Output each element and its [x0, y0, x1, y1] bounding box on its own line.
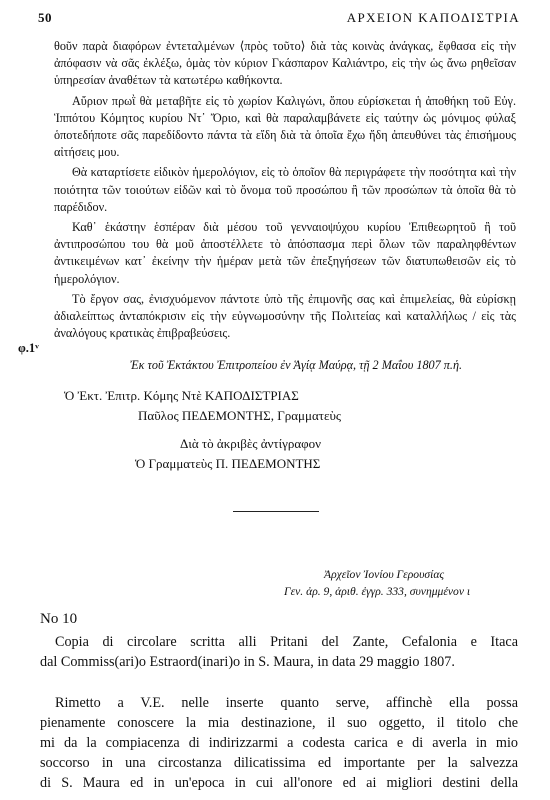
greek-paragraph-4: Καθ᾽ ἑκάστην ἑσπέραν διὰ μέσου τοῦ γενναιοψύχου κυρίου Ἐπιθεωρητοῦ ἢ τοῦ ἀντιπροσώπου του θὰ μοῦ ἀποστέλλετε τὸ ἀπόσπασμα περὶ ὅλων τῶν παραληφθέντων ἀντικειμένων κατ᾽ ἐκείνην τὴν ἡμέραν μετὰ τῶν ἐπεξηγήσεων τῶν διατυπωθεισῶν εἰς τὸ ἡμερολόγιον. [54, 220, 516, 286]
folio-margin-note: φ.1ᵛ [18, 341, 39, 355]
body-line-5: di S. Maura ed in un'epoca in cui all'onore ed ai migliori destini della [40, 775, 518, 791]
italian-letter-body [40, 693, 518, 793]
greek-letter-body [54, 38, 516, 345]
signature-line-3: Διὰ τὸ ἀκριβὲς ἀντίγραφον [180, 436, 322, 451]
signature-line-2: Παῦλος ΠΕΔΕΜΟΝΤΗΣ, Γραμματεὺς [138, 408, 342, 423]
document-number: No 10 [40, 611, 78, 627]
body-line-2: pienamente conoscere la mia destinazione, il suo oggetto, il titolo che [40, 715, 518, 731]
archive-reference-line-2: Γεν. ἀρ. 9, ἀριθ. ἐγγρ. 333, συνημμένον ι [284, 585, 471, 598]
dateline: Ἐκ τοῦ Ἐκτάκτου Ἐπιτροπείου ἐν Ἁγίᾳ Μαύρᾳ, τῇ 2 Μαΐου 1807 π.ἡ. [130, 358, 463, 372]
archive-reference-line-1: Ἀρχεῖον Ἰονίου Γερουσίας [324, 568, 445, 581]
greek-paragraph-2: Αὔριον πρωῒ θὰ μεταβῆτε εἰς τὸ χωρίον Καλιγώνι, ὅπου εὑρίσκεται ἡ ἀποθήκη τοῦ Εὐγ. Ἱππότου Κόμητος κυρίου Ντ᾽ Ὄριο, καὶ θὰ παραλαμβάνετε εἰς ταύτην ὡς μόνιμος φύλαξ ὁποτεδήποτε σᾶς παρεδίδοντο πάντα τὰ εἴδη διὰ τὰ ὁποῖα ἔχω ἤδη ἀπευθύνει τὰς ἐπισήμους αἰτήσεις μου. [54, 93, 516, 160]
body-line-1: Rimetto a V.E. nelle inserte quanto serve, affinchè ella possa [55, 695, 518, 711]
section-divider [233, 511, 319, 512]
greek-paragraph-3: Θὰ καταρτίσετε εἰδικὸν ἡμερολόγιον, εἰς τὸ ὁποῖον θὰ περιγράφετε τὴν ποσότητα καὶ τὴν ποιότητα τῶν τοιούτων εἰδῶν καὶ τὸ ὄνομα τοῦ προσώπου ἢ τῶν προσώπων τὰ ὁποῖα θὰ τὸ παρέδιδον. [54, 165, 516, 214]
document-title-line-2: dal Commiss(ari)o Estraord(inari)o in S. Maura, in data 29 maggio 1807. [40, 654, 455, 670]
greek-paragraph-5: Τὸ ἔργον σας, ἐνισχυόμενον πάντοτε ὑπὸ τῆς ἐπιμονῆς σας καὶ ἐπιμελείας, θὰ εὑρίσκῃ ἀδιαλείπτως ἀνταπόκρισιν εἰς τὴν εὐγνωμοσύνην τῆς Πολιτείας καὶ καταλλήλως / εἰς τὰς ἀναλόγους κρατικὰς ἐπιβραβεύσεις. [54, 291, 516, 341]
running-title: ΑΡΧΕΙΟΝ ΚΑΠΟΔΙΣΤΡΙΑ [346, 10, 520, 25]
page-number: 50 [38, 10, 52, 25]
document-title [40, 632, 518, 672]
body-line-3: mi da la compiacenza di indirizzarmi a codesta carica e di averla in mio [40, 735, 518, 751]
page-header [38, 10, 520, 30]
document-title-line-1: Copia di circolare scritta alli Pritani del Zante, Cefalonia e Itaca [55, 634, 518, 650]
signature-line-1: Ὁ Ἐκτ. Ἐπιτρ. Κόμης Ντὲ ΚΑΠΟΔΙΣΤΡΙΑΣ [64, 388, 299, 403]
body-line-4: soccorso in una circostanza dilicatissima ed importante per la salvezza [40, 755, 518, 771]
signature-line-4: Ὁ Γραμματεὺς Π. ΠΕΔΕΜΟΝΤΗΣ [135, 456, 321, 471]
greek-paragraph-1: θοῦν παρὰ διαφόρων ἐντεταλμένων ⟨πρὸς τοῦτο⟩ διὰ τὰς κοινὰς ἀνάγκας, ἔφθασα εἰς τὴν ἀπόφασιν νὰ σᾶς ἐκλέξω, ὁμὰς τὸν κύριον Γκάσπαρον Καλιάντρο, εἰς τὴν ὡς ἄνω ρηθεῖσαν ὑπηρεσίαν ἀναθέτων τὰ κατωτέρω καθήκοντα. [54, 39, 516, 88]
